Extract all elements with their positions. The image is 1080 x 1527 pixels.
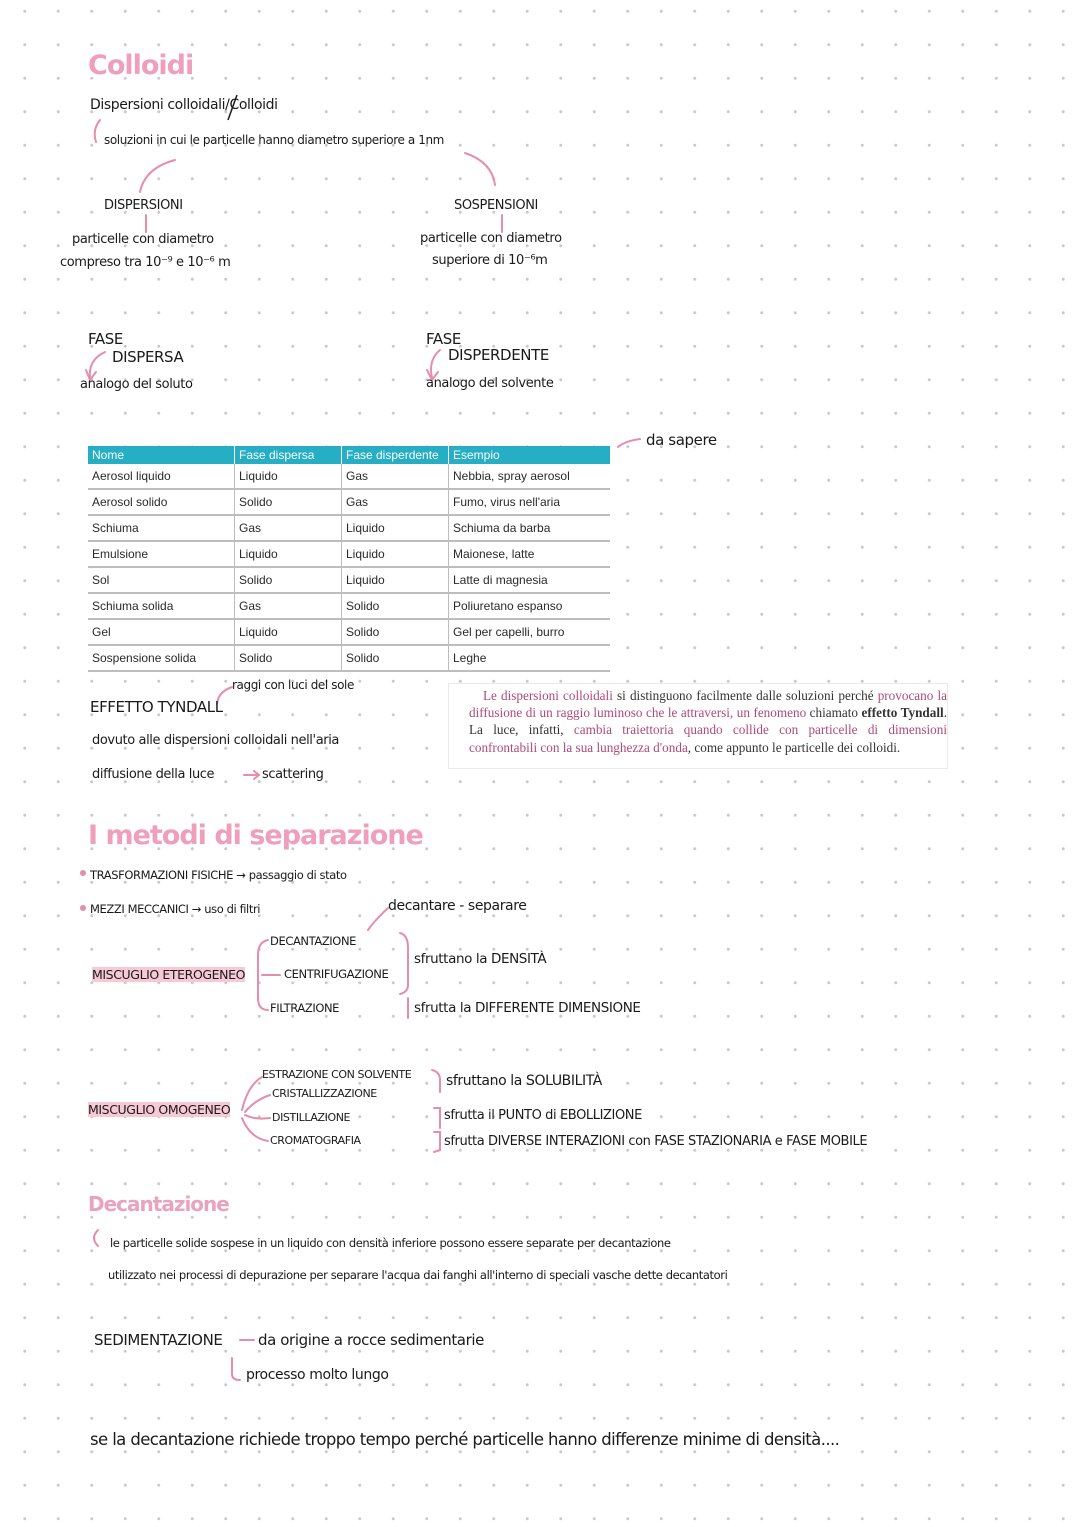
decantazione-line2: utilizzato nei processi di depurazione per separare l'acqua dai fanghi all'interno di speciali vasche dette decantatori xyxy=(108,1268,728,1282)
colloidi-title: Colloidi xyxy=(88,50,194,81)
table-cell: Gas xyxy=(342,489,449,515)
table-cell: Liquido xyxy=(235,464,342,489)
table-cell: Gas xyxy=(235,593,342,619)
table-header-row xyxy=(88,446,610,464)
sospensioni-desc1: particelle con diametro xyxy=(420,231,562,246)
table-cell: Solido xyxy=(235,489,342,515)
table-row xyxy=(88,567,610,593)
table-cell: Solido xyxy=(342,619,449,645)
fase-disperdente-note: analogo del solvente xyxy=(426,376,554,391)
table-cell: Liquido xyxy=(342,515,449,541)
tyndall-line1: dovuto alle dispersioni colloidali nell'aria xyxy=(92,733,339,748)
decantazione-title: Decantazione xyxy=(88,1192,229,1216)
table-header: Nome xyxy=(88,446,235,464)
table-cell: Liquido xyxy=(235,541,342,567)
da-sapere-note: da sapere xyxy=(646,431,717,449)
tyndall-line2b: scattering xyxy=(262,767,324,782)
table-row xyxy=(88,593,610,619)
book-text: provocano la diffusione di un raggio luminoso che le attraversi, un fenomeno xyxy=(469,688,948,721)
table-row xyxy=(88,464,610,489)
table-cell: Schiuma xyxy=(88,515,235,541)
densita-note: sfruttano la DENSITÀ xyxy=(414,951,547,967)
table-cell: Solido xyxy=(235,567,342,593)
filtrazione-item: FILTRAZIONE xyxy=(270,1001,340,1015)
book-text: si distinguono facilmente dalle soluzioni perché xyxy=(612,688,878,703)
table-header: Esempio xyxy=(449,446,611,464)
centrifugazione-item: CENTRIFUGAZIONE xyxy=(284,967,389,981)
cristallizzazione-item: CRISTALLIZZAZIONE xyxy=(272,1087,377,1100)
table-cell: Schiuma da barba xyxy=(449,515,611,541)
table-cell: Gel xyxy=(88,619,235,645)
sospensioni-label: SOSPENSIONI xyxy=(454,198,538,213)
dispersioni-label: DISPERSIONI xyxy=(104,198,183,213)
dispersioni-desc1: particelle con diametro xyxy=(72,232,214,247)
table-cell: Leghe xyxy=(449,645,611,671)
solubilita-note: sfruttano la SOLUBILITÀ xyxy=(446,1073,602,1089)
bullet-dot xyxy=(80,870,86,876)
decantare-note: decantare - separare xyxy=(388,898,527,914)
ebollizione-note: sfrutta il PUNTO di EBOLLIZIONE xyxy=(444,1108,642,1123)
table-header: Fase disperdente xyxy=(342,446,449,464)
table-cell: Nebbia, spray aerosol xyxy=(449,464,611,489)
miscuglio-omogeneo xyxy=(88,1102,230,1117)
tyndall-title: EFFETTO TYNDALL xyxy=(90,698,223,716)
textbook-excerpt xyxy=(448,683,948,769)
sedimentazione-label: SEDIMENTAZIONE xyxy=(94,1331,223,1349)
table-row xyxy=(88,489,610,515)
book-text: . La luce, infatti, xyxy=(469,705,947,738)
fase-dispersa-note: analogo del soluto xyxy=(80,377,193,392)
dimensione-note: sfrutta la DIFFERENTE DIMENSIONE xyxy=(414,1000,641,1016)
decantazione-line1: le particelle solide sospese in un liquido con densità inferiore possono essere separate per decantazione xyxy=(110,1236,671,1250)
table-cell: Solido xyxy=(342,593,449,619)
table-cell: Aerosol liquido xyxy=(88,464,235,489)
table-cell: Fumo, virus nell'aria xyxy=(449,489,611,515)
miscuglio-eterogeneo xyxy=(92,967,245,982)
table-cell: Liquido xyxy=(342,541,449,567)
table-cell: Sol xyxy=(88,567,235,593)
book-text: Le dispersioni colloidali xyxy=(483,688,613,703)
table-cell: Liquido xyxy=(342,567,449,593)
fase-disperdente-l1: FASE xyxy=(426,330,461,348)
estrazione-item: ESTRAZIONE CON SOLVENTE xyxy=(262,1068,412,1081)
colloidi-definition: soluzioni in cui le particelle hanno diametro superiore a 1nm xyxy=(104,133,444,147)
interazioni-note: sfrutta DIVERSE INTERAZIONI con FASE STAZIONARIA e FASE MOBILE xyxy=(444,1134,868,1149)
table-row xyxy=(88,515,610,541)
cromatografia-item: CROMATOGRAFIA xyxy=(270,1134,361,1147)
table-cell: Sospensione solida xyxy=(88,645,235,671)
table-cell: Poliuretano espanso xyxy=(449,593,611,619)
bullet-dot xyxy=(80,905,86,911)
table-header: Fase dispersa xyxy=(235,446,342,464)
book-text: chiamato xyxy=(806,705,862,721)
metodi-title: I metodi di separazione xyxy=(88,820,423,851)
book-text: cambia traiettoria quando collide con particelle di dimensioni confrontabili con la sua lunghezza d'onda xyxy=(469,722,947,755)
table-row xyxy=(88,619,610,645)
sospensioni-desc2: superiore di 10⁻⁶m xyxy=(432,253,548,268)
table-cell: Gel per capelli, burro xyxy=(449,619,611,645)
colloidi-subtitle: Dispersioni colloidali/Colloidi xyxy=(90,97,278,113)
tyndall-line2a: diffusione della luce xyxy=(92,767,215,782)
table-cell: Solido xyxy=(235,645,342,671)
table-cell: Solido xyxy=(342,645,449,671)
table-cell: Gas xyxy=(342,464,449,489)
tyndall-note: raggi con luci del sole xyxy=(232,678,354,692)
fase-dispersa-l1: FASE xyxy=(88,330,123,348)
table-cell: Maionese, latte xyxy=(449,541,611,567)
table-cell: Emulsione xyxy=(88,541,235,567)
distillazione-item: DISTILLAZIONE xyxy=(272,1111,351,1124)
fase-dispersa-l2: DISPERSA xyxy=(112,348,184,366)
table-row xyxy=(88,645,610,671)
table-cell: Gas xyxy=(235,515,342,541)
table-cell: Aerosol solido xyxy=(88,489,235,515)
colloid-table xyxy=(88,446,610,672)
book-text: effetto Tyndall xyxy=(861,705,944,721)
table-cell: Liquido xyxy=(235,619,342,645)
table-cell: Schiuma solida xyxy=(88,593,235,619)
table-cell: Latte di magnesia xyxy=(449,567,611,593)
dispersioni-desc2: compreso tra 10⁻⁹ e 10⁻⁶ m xyxy=(60,255,231,270)
miscuglio-omogeneo-label: MISCUGLIO OMOGENEO xyxy=(88,1102,231,1117)
sedimentazione-origine: da origine a rocce sedimentarie xyxy=(258,1331,484,1349)
decantazione-item: DECANTAZIONE xyxy=(270,934,357,948)
metodi-bullet1: TRASFORMAZIONI FISICHE → passaggio di stato xyxy=(90,868,347,882)
fase-disperdente-l2: DISPERDENTE xyxy=(448,346,549,364)
metodi-bullet2: MEZZI MECCANICI → uso di filtri xyxy=(90,902,261,916)
sedimentazione-lungo: processo molto lungo xyxy=(246,1367,389,1383)
book-text: , come appunto le particelle dei colloidi. xyxy=(687,739,901,755)
table-row xyxy=(88,541,610,567)
miscuglio-eterogeneo-label: MISCUGLIO ETEROGENEO xyxy=(92,967,246,982)
decantazione-final: se la decantazione richiede troppo tempo perché particelle hanno differenze minime di densità.... xyxy=(90,1430,840,1449)
